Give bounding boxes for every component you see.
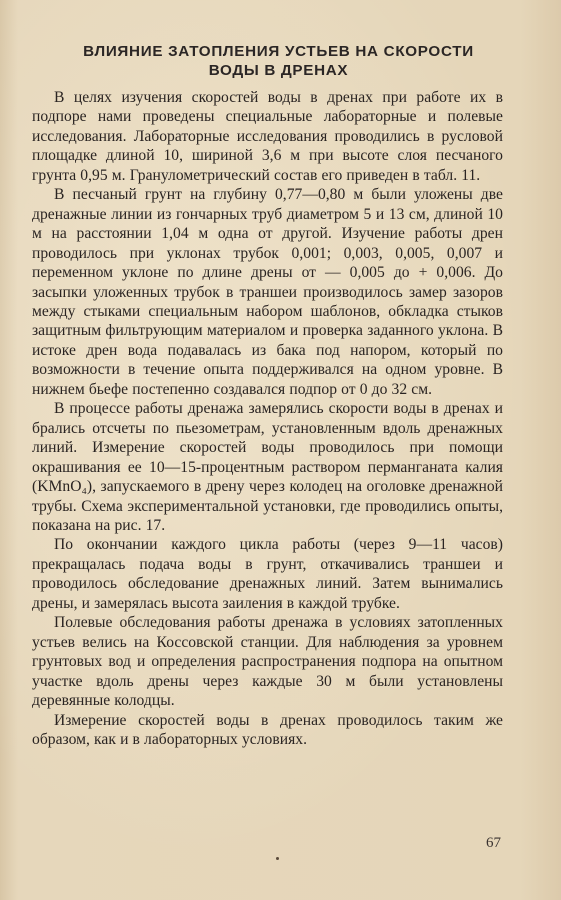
paragraph-4: По окончании каждого цикла работы (через 9—11 часов) прекращалась подача воды в грунт, откачивались траншеи и проводилось обследование дренажных линий. Затем вынимались дрены, и замерялась высота заиления в каждой трубке.	[32, 536, 503, 612]
section-title-line-2: ВОДЫ В ДРЕНАХ	[208, 62, 349, 79]
section-title	[32, 42, 503, 80]
paragraph-2: В песчаный грунт на глубину 0,77—0,80 м были уложены две дренажные линии из гончарных труб диаметром 5 и 13 см, длиной 10 м на расстоянии 1,04 м одна от другой. Изучение работы дрен проводилось при уклонах трубок 0,001; 0,003, 0,005, 0,007 и переменном уклоне по длине дрены от — 0,005 до + 0,006. До засыпки уложенных трубок в траншеи производилось замер зазоров между стыками специальным набором шаблонов, обкладка стыков защитным фильтрующим материалом и проверка заданного уклона. В истоке дрен вода подавалась из бака под напором, который по возможности в течение опыта поддерживался на одном уровне. В нижнем бьефе постепенно создавался подпор от 0 до 32 см.	[32, 186, 503, 398]
paragraph-1: В целях изучения скоростей воды в дренах при работе их в подпоре нами проведены специальные лабораторные и полевые исследования. Лабораторные исследования проводились в русловой площадке длиной 10, шириной 3,6 м при высоте слоя песчаного грунта 0,95 м. Гранулометрический состав его приведен в табл. 11.	[32, 89, 503, 184]
paragraph-5: Полевые обследования работы дренажа в условиях затопленных устьев велись на Коссовской станции. Для наблюдения за уровнем грунтовых вод и определения распространения подпора на опытном участке вдоль дрены через каждые 30 м были установлены деревянные колодцы.	[32, 614, 503, 710]
body-text	[32, 88, 503, 749]
page-number: 67	[486, 835, 501, 851]
paragraph-6: Измерение скоростей воды в дренах проводилось таким же образом, как и в лабораторных условиях.	[32, 711, 503, 748]
paper-speck	[276, 857, 279, 860]
paragraph-3: В процессе работы дренажа замерялись скорости воды в дренах и брались отсчеты по пьезометрам, установленным вдоль дренажных линий. Измерение скоростей воды проводилось при помощи окрашивания ее 10—15-процентным раствором перманганата калия (KMnO₄), запускаемого в дрену через колодец на оголовке дренажной трубы. Схема экспериментальной установки, где проводились опыты, показана на рис. 17.	[32, 400, 503, 534]
section-title-line-1: ВЛИЯНИЕ ЗАТОПЛЕНИЯ УСТЬЕВ НА СКОРОСТИ	[83, 43, 474, 60]
